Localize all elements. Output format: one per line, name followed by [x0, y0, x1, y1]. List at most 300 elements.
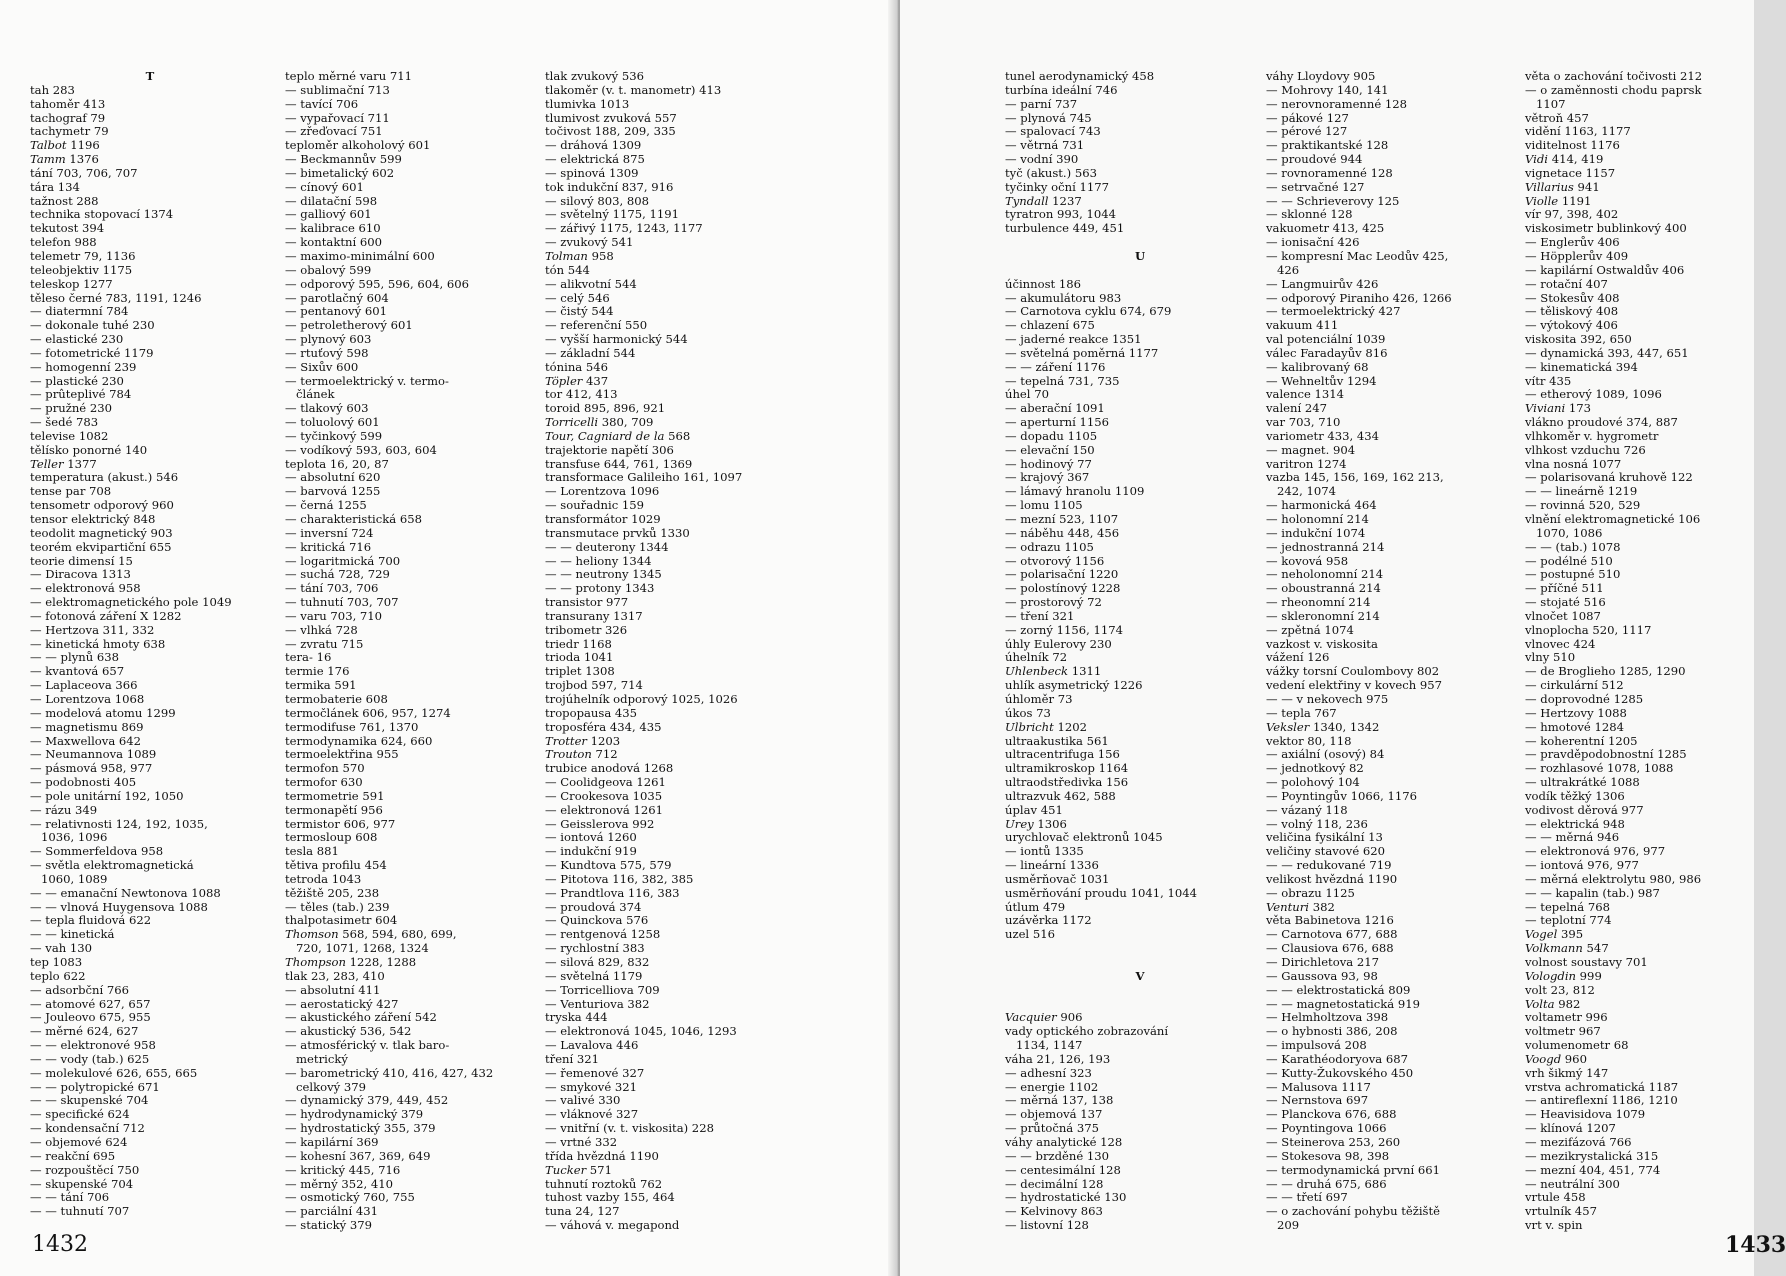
- index-entry: — kohesní 367, 369, 649: [285, 1148, 431, 1163]
- index-entry: telemetr 79, 1136: [30, 248, 136, 263]
- index-entry: termometrie 591: [285, 788, 385, 803]
- index-entry: — vypařovací 711: [285, 110, 390, 125]
- index-entry: Tamm 1376: [30, 152, 99, 167]
- index-entry: — lineární 1336: [1005, 858, 1099, 873]
- index-entry: vrtule 458: [1525, 1190, 1586, 1205]
- index-entry: — proudové 944: [1266, 152, 1363, 167]
- index-entry: — kondensační 712: [30, 1121, 145, 1136]
- index-entry: — plynový 603: [285, 332, 372, 347]
- index-entry: — chlazení 675: [1005, 318, 1095, 333]
- index-entry: — jednostranná 214: [1266, 539, 1385, 554]
- index-entry: — sublimační 713: [285, 82, 390, 97]
- index-entry: — kovová 958: [1266, 553, 1349, 568]
- index-entry: — hydrostatické 130: [1005, 1190, 1127, 1205]
- index-entry: triedr 1168: [545, 636, 612, 651]
- index-entry: velikost hvězdná 1190: [1266, 871, 1398, 886]
- index-entry: vodivost děrová 977: [1525, 802, 1644, 817]
- index-entry: — fotonová záření X 1282: [30, 608, 182, 623]
- index-entry: tera- 16: [285, 650, 332, 665]
- index-entry: — tepla fluidová 622: [30, 913, 152, 928]
- index-entry: — adhesní 323: [1005, 1065, 1092, 1080]
- index-entry: — větrná 731: [1005, 138, 1085, 153]
- index-entry: — teplotní 774: [1525, 913, 1612, 928]
- index-entry: termistor 606, 977: [285, 816, 396, 831]
- index-entry: vakuum 411: [1266, 318, 1339, 333]
- index-entry: — podobnosti 405: [30, 775, 137, 790]
- index-entry: tropopausa 435: [545, 705, 638, 720]
- index-entry: — suchá 728, 729: [285, 567, 390, 582]
- index-entry: tlakoměr (v. t. manometr) 413: [545, 82, 722, 97]
- index-entry: vodík těžký 1306: [1525, 788, 1625, 803]
- index-entry: ultraodstředivka 156: [1005, 775, 1129, 790]
- person-name: Ulbricht: [1005, 719, 1054, 734]
- index-entry: — — emanační Newtonova 1088: [30, 885, 221, 900]
- index-entry: — skleronomní 214: [1266, 608, 1380, 623]
- index-entry: Vologdin 999: [1525, 968, 1602, 983]
- index-entry: úkos 73: [1005, 705, 1051, 720]
- index-entry: 1070, 1086: [1525, 525, 1603, 540]
- index-entry: — charakteristická 658: [285, 512, 422, 526]
- index-entry: — zřeďovací 751: [285, 124, 383, 139]
- index-entry: — kalibrace 610: [285, 221, 381, 236]
- index-entry: voltametr 996: [1525, 1010, 1608, 1025]
- index-entry: tah 283: [30, 82, 75, 97]
- index-entry: vlnovec 424: [1525, 636, 1596, 651]
- index-entry: 209: [1266, 1218, 1300, 1233]
- index-entry: větroň 457: [1525, 110, 1589, 125]
- index-entry: — termoelektrický v. termo-: [285, 373, 449, 388]
- index-entry: — Langmuirův 426: [1266, 276, 1379, 291]
- index-entry: — zvukový 541: [545, 235, 634, 250]
- index-entry: váhy Lloydovy 905: [1266, 69, 1376, 83]
- index-entry: — molekulové 626, 655, 665: [30, 1065, 198, 1080]
- person-name: Vologdin: [1525, 968, 1576, 983]
- index-entry: — spinová 1309: [545, 165, 639, 180]
- index-entry: vrtulník 457: [1525, 1204, 1597, 1219]
- index-entry: — rychlostní 383: [545, 941, 645, 956]
- index-entry: tlumivka 1013: [545, 96, 630, 111]
- index-entry: viditelnost 1176: [1525, 138, 1620, 153]
- index-entry: — alikvotní 544: [545, 276, 637, 291]
- index-entry: — světelná poměrná 1177: [1005, 345, 1159, 360]
- index-entry: Tolman 958: [545, 248, 614, 263]
- index-entry: účinnost 186: [1005, 276, 1082, 291]
- index-entry: — řemenové 327: [545, 1065, 645, 1080]
- index-entry: tažnost 288: [30, 193, 99, 208]
- index-entry: — silová 829, 832: [545, 955, 650, 969]
- index-entry: — neholonomní 214: [1266, 567, 1384, 582]
- index-entry: vrt v. spin: [1525, 1218, 1583, 1233]
- index-entry: tribometr 326: [545, 622, 628, 637]
- index-entry: tónina 546: [545, 359, 609, 374]
- blank-line: [1005, 236, 1275, 250]
- index-entry: — vyšší harmonický 544: [545, 332, 688, 347]
- index-entry: termobaterie 608: [285, 691, 388, 706]
- index-entry: Torricelli 380, 709: [545, 415, 654, 430]
- index-entry: — polohový 104: [1266, 775, 1360, 790]
- index-entry: — Geisslerova 992: [545, 816, 655, 831]
- index-entry: vír 97, 398, 402: [1525, 207, 1619, 222]
- index-entry: — Stokesova 98, 398: [1266, 1148, 1390, 1163]
- index-entry: viskosimetr bublinkový 400: [1525, 221, 1687, 236]
- index-entry: televise 1082: [30, 428, 109, 443]
- index-entry: tuhost vazby 155, 464: [545, 1190, 675, 1205]
- index-entry: — iontů 1335: [1005, 844, 1084, 859]
- index-entry: — Diracova 1313: [30, 567, 131, 582]
- index-entry: — doprovodné 1285: [1525, 691, 1644, 706]
- index-entry: — — Schrieverovy 125: [1266, 193, 1400, 208]
- index-entry: tensometr odporový 960: [30, 498, 174, 513]
- index-entry: tání 703, 706, 707: [30, 165, 138, 180]
- index-entry: transformace Galileiho 161, 1097: [545, 470, 743, 485]
- index-entry: — kalibrovaný 68: [1266, 359, 1369, 374]
- index-entry: vážení 126: [1266, 650, 1330, 665]
- index-entry: — iontová 976, 977: [1525, 858, 1639, 873]
- index-entry: vlhkoměr v. hygrometr: [1525, 428, 1659, 443]
- index-entry: vlnočet 1087: [1525, 608, 1601, 623]
- index-entry: Thomson 568, 594, 680, 699,: [285, 927, 457, 942]
- index-entry: tor 412, 413: [545, 387, 618, 402]
- index-entry: volnost soustavy 701: [1525, 955, 1648, 969]
- index-entry: tryska 444: [545, 1010, 608, 1025]
- index-entry: — Helmholtzova 398: [1266, 1010, 1389, 1025]
- index-entry: — energie 1102: [1005, 1079, 1099, 1094]
- index-entry: — o hybnosti 386, 208: [1266, 1024, 1398, 1039]
- index-entry: — oboustranná 214: [1266, 581, 1381, 596]
- index-entry: tuhnutí roztoků 762: [545, 1176, 663, 1191]
- index-entry: — světla elektromagnetická: [30, 858, 194, 873]
- index-entry: toroid 895, 896, 921: [545, 401, 666, 416]
- index-entry: teplo měrné varu 711: [285, 69, 413, 83]
- index-entry: — Lorentzova 1096: [545, 484, 660, 499]
- index-entry: těleso černé 783, 1191, 1246: [30, 290, 202, 305]
- person-name: Villarius: [1525, 179, 1574, 194]
- index-entry: Talbot 1196: [30, 138, 100, 153]
- index-entry: článek: [285, 387, 335, 402]
- index-entry: veličina fysikální 13: [1266, 830, 1383, 845]
- index-entry: — atomové 627, 657: [30, 996, 151, 1011]
- index-entry: trajektorie napětí 306: [545, 442, 674, 457]
- index-entry: — vah 130: [30, 941, 93, 956]
- index-entry: — smykové 321: [545, 1079, 638, 1094]
- index-entry: 720, 1071, 1268, 1324: [285, 941, 429, 956]
- index-entry: — — deuterony 1344: [545, 539, 669, 554]
- index-entry: — akustický 536, 542: [285, 1024, 412, 1039]
- index-entry: — měrná 137, 138: [1005, 1093, 1114, 1108]
- index-entry: — — vlnová Huygensova 1088: [30, 899, 208, 914]
- index-entry: — rheonomní 214: [1266, 595, 1371, 610]
- index-entry: Venturi 382: [1266, 899, 1335, 914]
- index-entry: — etherový 1089, 1096: [1525, 387, 1662, 402]
- index-entry: — — protony 1343: [545, 581, 655, 596]
- blank-line: [1005, 984, 1275, 998]
- person-name: Vacquier: [1005, 1010, 1057, 1025]
- index-entry: úhly Eulerovy 230: [1005, 636, 1112, 651]
- index-entry: — Quinckova 576: [545, 913, 649, 928]
- index-entry: — — kapalin (tab.) 987: [1525, 885, 1660, 900]
- index-entry: Veksler 1340, 1342: [1266, 719, 1380, 734]
- index-entry: — krajový 367: [1005, 470, 1090, 485]
- section-letter: V: [1135, 968, 1145, 983]
- index-entry: — logaritmická 700: [285, 553, 401, 568]
- index-entry: — Kelvinovy 863: [1005, 1204, 1103, 1219]
- index-entry: — — kinetická: [30, 927, 115, 942]
- index-entry: — magnetismu 869: [30, 719, 144, 734]
- index-entry: — elektronová 1045, 1046, 1293: [545, 1024, 737, 1039]
- index-entry: tep 1083: [30, 955, 83, 969]
- index-entry: — dilatační 598: [285, 193, 378, 208]
- index-entry: vítr 435: [1525, 373, 1572, 388]
- index-entry: — parotlačný 604: [285, 290, 389, 305]
- index-entry: — hydrostatický 355, 379: [285, 1121, 436, 1136]
- index-entry: — elektronová 1261: [545, 802, 664, 817]
- index-entry: — impulsová 208: [1266, 1038, 1367, 1053]
- index-entry: — — heliony 1344: [545, 553, 652, 568]
- index-entry: — aerostatický 427: [285, 996, 399, 1011]
- index-entry: termodynamika 624, 660: [285, 733, 433, 748]
- index-entry: — váhová v. megapond: [545, 1218, 680, 1233]
- index-entry: — tepla 767: [1266, 705, 1337, 720]
- person-name: Töpler: [545, 373, 583, 388]
- index-entry: váha 21, 126, 193: [1005, 1051, 1111, 1066]
- index-entry: uzel 516: [1005, 927, 1055, 942]
- index-entry: — polarisační 1220: [1005, 567, 1119, 582]
- index-entry: — Englerův 406: [1525, 235, 1620, 250]
- page-number: 1432: [32, 1232, 88, 1257]
- index-entry: teleobjektiv 1175: [30, 262, 133, 277]
- person-name: Uhlenbeck: [1005, 664, 1069, 679]
- index-entry: volumenometr 68: [1525, 1038, 1629, 1053]
- index-entry: — čistý 544: [545, 304, 614, 319]
- index-entry: — Crookesova 1035: [545, 788, 663, 803]
- index-entry: tělísko ponorné 140: [30, 442, 148, 457]
- index-entry: — magnet. 904: [1266, 442, 1356, 457]
- index-entry: Teller 1377: [30, 456, 97, 471]
- index-entry: teplota 16, 20, 87: [285, 456, 389, 471]
- index-entry: — setrvačné 127: [1266, 179, 1365, 194]
- index-entry: vazkost v. viskosita: [1266, 636, 1378, 651]
- person-name: Viviani: [1525, 401, 1566, 416]
- index-entry: — diatermní 784: [30, 304, 129, 319]
- index-column: [285, 70, 540, 1233]
- index-entry: — Steinerova 253, 260: [1266, 1134, 1401, 1149]
- index-entry: — referenční 550: [545, 318, 648, 333]
- index-entry: volt 23, 812: [1525, 982, 1595, 997]
- index-entry: — souřadnic 159: [545, 498, 645, 513]
- index-entry: — černá 1255: [285, 498, 367, 513]
- index-entry: — rotační 407: [1525, 276, 1608, 291]
- index-entry: termoelektřina 955: [285, 747, 399, 762]
- index-entry: — bimetalický 602: [285, 165, 395, 180]
- index-entry: — tyčinkový 599: [285, 428, 383, 443]
- index-entry: — indukční 1074: [1266, 525, 1366, 540]
- index-entry: — toluolový 601: [285, 415, 380, 430]
- index-entry: — — tuhnutí 707: [30, 1204, 130, 1219]
- index-entry: — Neumannova 1089: [30, 747, 157, 762]
- index-entry: turbína ideální 746: [1005, 82, 1118, 97]
- person-name: Torricelli: [545, 415, 599, 430]
- index-entry: — mezikrystalická 315: [1525, 1148, 1659, 1163]
- index-entry: — stojaté 516: [1525, 595, 1606, 610]
- index-entry: — jednotkový 82: [1266, 761, 1364, 776]
- index-entry: vektor 80, 118: [1266, 733, 1352, 748]
- index-entry: urychlovač elektronů 1045: [1005, 830, 1163, 845]
- index-entry: — — druhá 675, 686: [1266, 1176, 1387, 1191]
- index-entry: — holonomní 214: [1266, 512, 1369, 526]
- index-entry: technika stopovací 1374: [30, 207, 174, 222]
- index-entry: — pásmová 958, 977: [30, 761, 153, 776]
- index-entry: teleskop 1277: [30, 276, 113, 291]
- person-name: Violle: [1525, 193, 1559, 208]
- index-entry: — rozpouštěcí 750: [30, 1162, 140, 1177]
- index-entry: úhelník 72: [1005, 650, 1068, 665]
- index-entry: — kvantová 657: [30, 664, 125, 679]
- index-entry: Trotter 1203: [545, 733, 621, 748]
- person-name: Venturi: [1266, 899, 1310, 914]
- index-entry: — — v nekovech 975: [1266, 691, 1389, 706]
- index-entry: — o zaměnnosti chodu paprsk: [1525, 82, 1702, 97]
- index-entry: tření 321: [545, 1051, 600, 1066]
- index-entry: — světelná 1179: [545, 968, 643, 983]
- index-entry: — zářivý 1175, 1243, 1177: [545, 221, 703, 236]
- index-entry: — dokonale tuhé 230: [30, 318, 155, 333]
- index-entry: 1134, 1147: [1005, 1038, 1083, 1053]
- index-entry: — pole unitární 192, 1050: [30, 788, 184, 803]
- index-entry: — mezní 404, 451, 774: [1525, 1162, 1661, 1177]
- index-entry: val potenciální 1039: [1266, 332, 1386, 347]
- index-entry: — hmotové 1284: [1525, 719, 1624, 734]
- index-entry: vlna nosná 1077: [1525, 456, 1622, 471]
- index-entry: vlnění elektromagnetické 106: [1525, 512, 1701, 526]
- index-entry: termonapětí 956: [285, 802, 383, 817]
- index-entry: Tyndall 1237: [1005, 193, 1082, 208]
- index-entry: — kritický 445, 716: [285, 1162, 401, 1177]
- person-name: Tolman: [545, 248, 588, 263]
- index-entry: — ionisační 426: [1266, 235, 1360, 250]
- index-entry: — varu 703, 710: [285, 608, 383, 623]
- person-name: Tyndall: [1005, 193, 1049, 208]
- person-name: Tour, Cagniard de la: [545, 428, 665, 443]
- index-entry: — světelný 1175, 1191: [545, 207, 679, 222]
- index-entry: — polostínový 1228: [1005, 581, 1121, 596]
- index-entry: usměrňování proudu 1041, 1044: [1005, 885, 1197, 900]
- index-entry: — Jouleovo 675, 955: [30, 1010, 151, 1025]
- index-entry: vlny 510: [1525, 650, 1576, 665]
- index-entry: 1036, 1096: [30, 830, 108, 845]
- blank-line: [1005, 998, 1275, 1012]
- index-entry: — decimální 128: [1005, 1176, 1104, 1191]
- index-entry: — prostorový 72: [1005, 595, 1102, 610]
- index-entry: — dopadu 1105: [1005, 428, 1098, 443]
- index-entry: — indukční 919: [545, 844, 637, 859]
- index-entry: — cínový 601: [285, 179, 364, 194]
- index-entry: teodolit magnetický 903: [30, 525, 173, 540]
- index-entry: — absolutní 411: [285, 982, 381, 997]
- index-entry: — koherentní 1205: [1525, 733, 1638, 748]
- index-entry: — mezní 523, 1107: [1005, 512, 1119, 526]
- index-entry: — relativnosti 124, 192, 1035,: [30, 816, 208, 831]
- index-entry: tensor elektrický 848: [30, 512, 156, 526]
- person-name: Volkmann: [1525, 941, 1583, 956]
- index-entry: tyč (akust.) 563: [1005, 165, 1097, 180]
- index-entry: varitron 1274: [1266, 456, 1347, 471]
- index-entry: — pákové 127: [1266, 110, 1349, 125]
- index-entry: útlum 479: [1005, 899, 1066, 914]
- index-entry: — kompresní Mac Leodův 425,: [1266, 248, 1449, 263]
- index-entry: — parní 737: [1005, 96, 1078, 111]
- index-entry: tachymetr 79: [30, 124, 109, 139]
- index-entry: — silový 803, 808: [545, 193, 650, 208]
- index-entry: transurany 1317: [545, 608, 643, 623]
- index-entry: celkový 379: [285, 1079, 367, 1094]
- index-entry: — — magnetostatická 919: [1266, 996, 1420, 1011]
- index-entry: — zorný 1156, 1174: [1005, 622, 1123, 637]
- index-entry: — mezifázová 766: [1525, 1134, 1632, 1149]
- index-entry: — — záření 1176: [1005, 359, 1106, 374]
- index-entry: — barvová 1255: [285, 484, 381, 499]
- index-entry: — plastické 230: [30, 373, 124, 388]
- index-entry: trojbod 597, 714: [545, 678, 643, 693]
- index-entry: — Pitotova 116, 382, 385: [545, 871, 694, 886]
- index-entry: voltmetr 967: [1525, 1024, 1601, 1039]
- person-name: Trotter: [545, 733, 587, 748]
- index-entry: — Dirichletova 217: [1266, 955, 1379, 969]
- index-entry: termofon 570: [285, 761, 365, 776]
- index-entry: — parciální 431: [285, 1204, 378, 1219]
- index-entry: — — lineárně 1219: [1525, 484, 1638, 499]
- index-entry: — pentanový 601: [285, 304, 387, 319]
- index-entry: transfuse 644, 761, 1369: [545, 456, 693, 471]
- index-entry: — jaderné reakce 1351: [1005, 332, 1142, 347]
- index-column: [1266, 70, 1528, 1233]
- index-entry: Tour, Cagniard de la 568: [545, 428, 691, 443]
- index-entry: teorie dimensí 15: [30, 553, 133, 568]
- index-entry: Tucker 571: [545, 1162, 612, 1177]
- index-entry: — postupné 510: [1525, 567, 1621, 582]
- index-entry: termodifuse 761, 1370: [285, 719, 419, 734]
- index-entry: thalpotasimetr 604: [285, 913, 398, 928]
- index-entry: — odporový 595, 596, 604, 606: [285, 276, 470, 291]
- blank-line: [1005, 942, 1275, 956]
- index-entry: transistor 977: [545, 595, 629, 610]
- index-entry: — pérové 127: [1266, 124, 1348, 139]
- person-name: Voogd: [1525, 1051, 1562, 1066]
- index-entry: var 703, 710: [1266, 415, 1341, 430]
- index-entry: — volný 118, 236: [1266, 816, 1368, 831]
- index-entry: — obalový 599: [285, 262, 372, 277]
- index-entry: — homogenní 239: [30, 359, 137, 374]
- index-entry: vrstva achromatická 1187: [1525, 1079, 1679, 1094]
- index-entry: tok indukční 837, 916: [545, 179, 674, 194]
- index-entry: — galliový 601: [285, 207, 372, 222]
- index-entry: — kritická 716: [285, 539, 372, 554]
- index-entry: — Kundtova 575, 579: [545, 858, 672, 873]
- index-entry: ultracentrifuga 156: [1005, 747, 1120, 762]
- index-entry: — Sommerfeldova 958: [30, 844, 164, 859]
- index-entry: — Höpplerův 409: [1525, 248, 1629, 263]
- index-entry: turbulence 449, 451: [1005, 221, 1125, 236]
- index-entry: — objemové 624: [30, 1134, 128, 1149]
- index-entry: — antireflexní 1186, 1210: [1525, 1093, 1678, 1108]
- index-entry: — zpětná 1074: [1266, 622, 1354, 637]
- index-entry: — — neutrony 1345: [545, 567, 662, 582]
- index-entry: — — tání 706: [30, 1190, 110, 1205]
- index-column: [1525, 70, 1755, 1233]
- index-entry: — dynamická 393, 447, 651: [1525, 345, 1689, 360]
- index-entry: — o zachování pohybu těžiště: [1266, 1204, 1441, 1219]
- index-entry: Villarius 941: [1525, 179, 1600, 194]
- index-entry: — — redukované 719: [1266, 858, 1392, 873]
